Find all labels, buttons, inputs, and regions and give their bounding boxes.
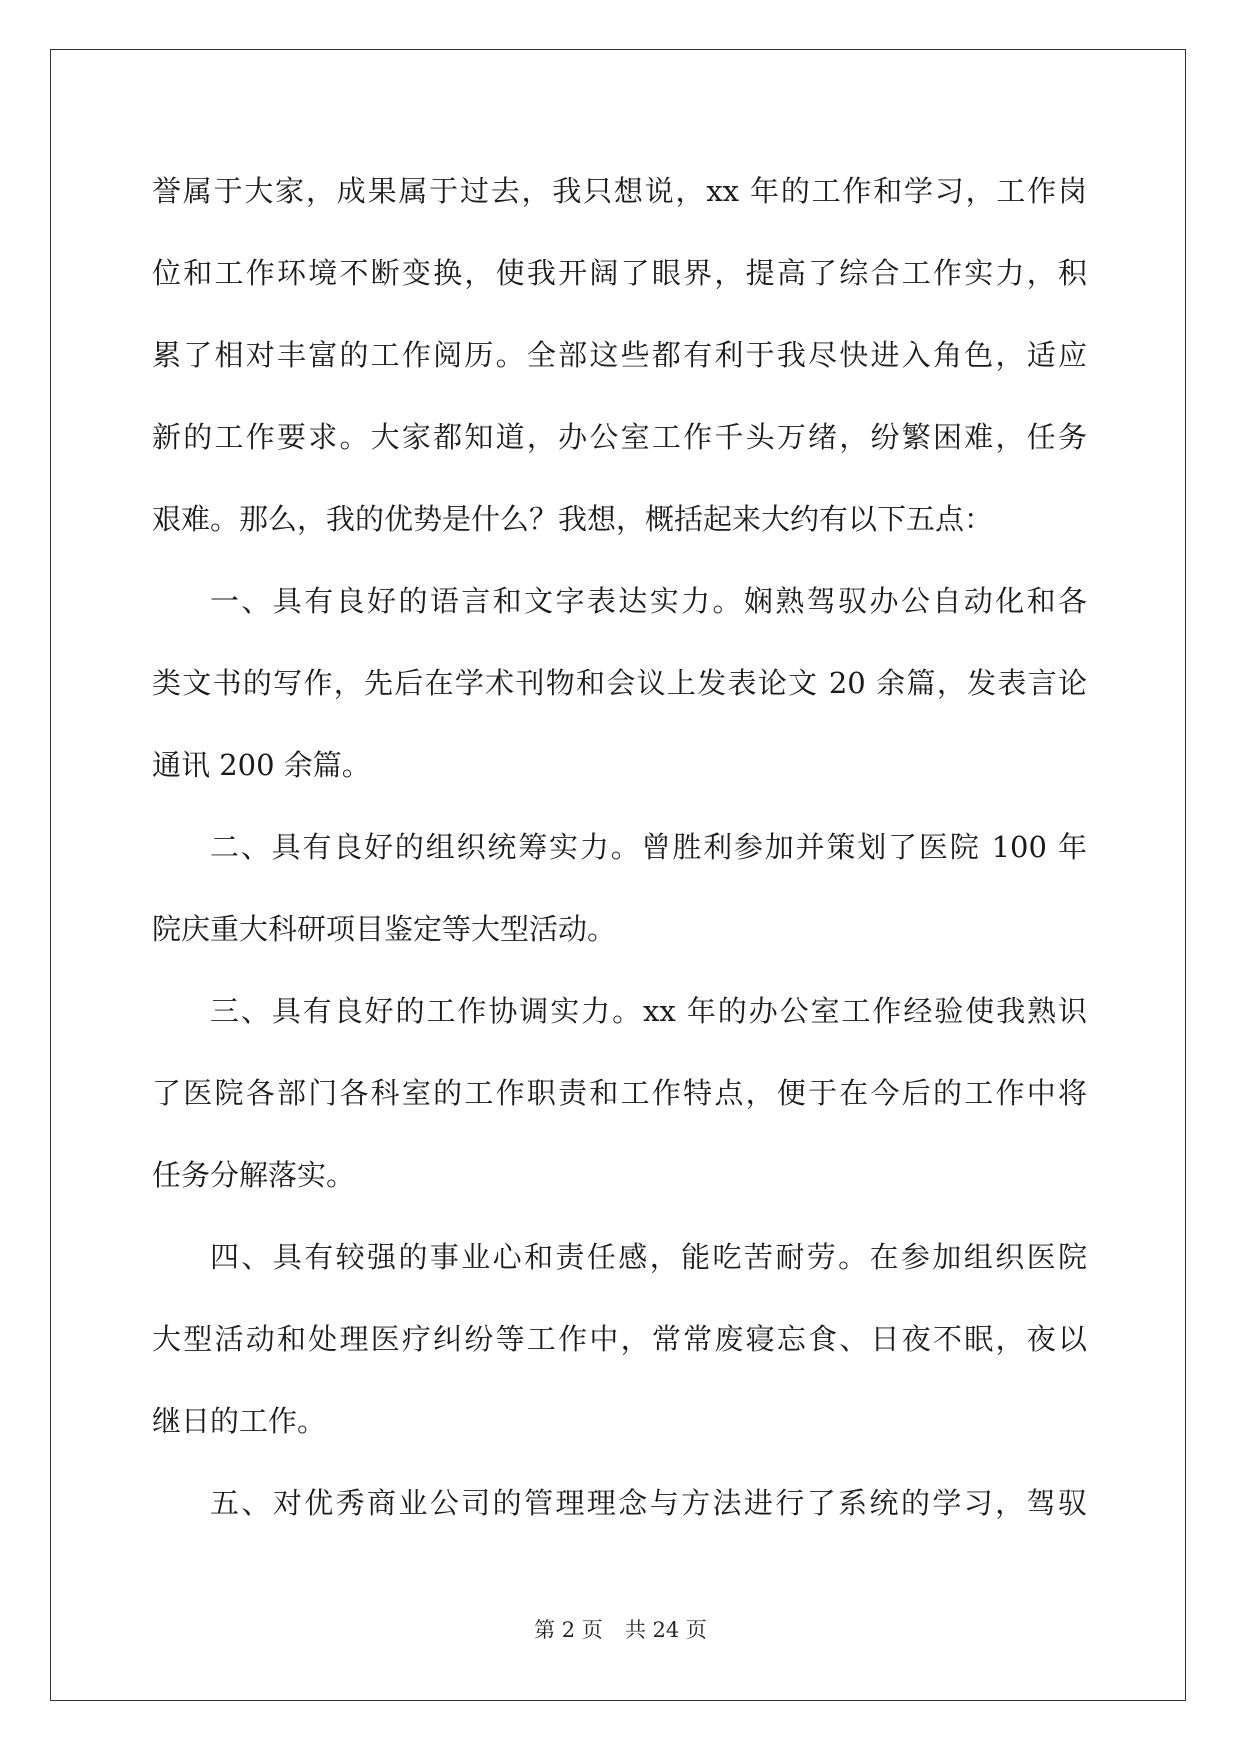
document-body [152,162,1087,1556]
text-line: 新的工作要求。大家都知道，办公室工作千头万绪，纷繁困难，任务 [152,420,1087,454]
text-line: 位和工作环境不断变换，使我开阔了眼界，提高了综合工作实力，积 [152,256,1087,290]
page-number: 第 2 页 [534,1618,603,1642]
text-line: 院庆重大科研项目鉴定等大型活动。 [152,912,617,946]
page-footer [0,1614,1241,1644]
text-line: 累了相对丰富的工作阅历。全部这些都有利于我尽快进入角色，适应 [152,338,1087,372]
text-line: 任务分解落实。 [152,1158,356,1192]
text-line: 大型活动和处理医疗纠纷等工作中，常常废寝忘食、日夜不眠，夜以 [152,1322,1087,1356]
paragraph-3-start: 三、具有良好的工作协调实力。xx 年的办公室工作经验使我熟识 [210,994,1087,1028]
text-line: 了医院各部门各科室的工作职责和工作特点，便于在今后的工作中将 [152,1076,1087,1110]
paragraph-2-start: 二、具有良好的组织统筹实力。曾胜利参加并策划了医院 100 年 [210,830,1087,864]
text-line: 继日的工作。 [152,1404,327,1438]
paragraph-4-start: 四、具有较强的事业心和责任感，能吃苦耐劳。在参加组织医院 [210,1240,1087,1274]
paragraph-5-start: 五、对优秀商业公司的管理理念与方法进行了系统的学习，驾驭 [210,1486,1087,1520]
text-line: 艰难。那么，我的优势是什么？我想，概括起来大约有以下五点： [152,502,994,536]
text-line: 通讯 200 余篇。 [152,748,371,782]
paragraph-1-start: 一、具有良好的语言和文字表达实力。娴熟驾驭办公自动化和各 [210,584,1087,618]
page-total: 共 24 页 [624,1618,707,1642]
text-line: 类文书的写作，先后在学术刊物和会议上发表论文 20 余篇，发表言论 [152,666,1087,700]
text-line: 誉属于大家，成果属于过去，我只想说，xx 年的工作和学习，工作岗 [152,174,1087,208]
